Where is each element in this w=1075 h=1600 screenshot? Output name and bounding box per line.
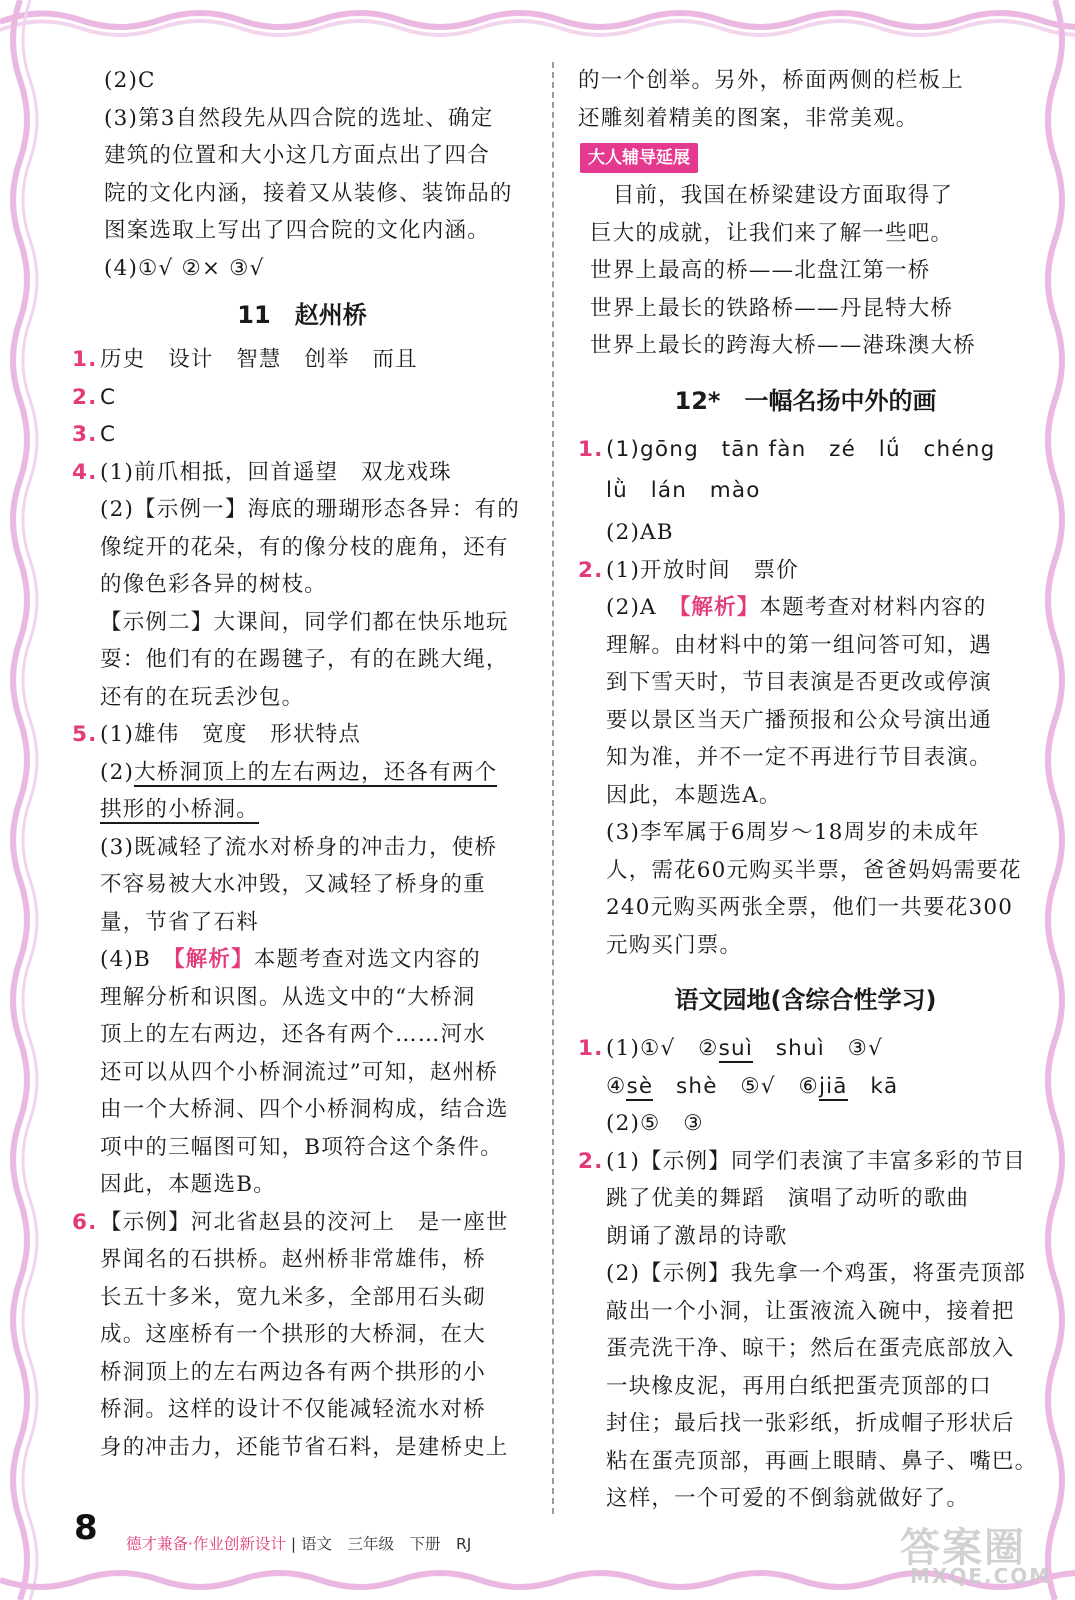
extension-line: 世界上最长的跨海大桥——港珠澳大桥 <box>590 333 976 358</box>
answer-line: 因此，本题选A。 <box>606 782 782 808</box>
extension-line: 巨大的成就，让我们来了解一些吧。 <box>590 220 954 246</box>
answer-line <box>72 791 532 829</box>
answer-line: 敲出一个小洞，让蛋液流入碗中，接着把 <box>606 1298 1015 1324</box>
extension-block <box>578 177 1033 365</box>
question-1 <box>72 341 532 379</box>
watermark-url: MXQE.COM <box>910 1564 1052 1588</box>
answer-line: (2)AB <box>606 520 674 545</box>
question-number: 2. <box>578 557 604 583</box>
answer-line: 建筑的位置和大小这几方面点出了四合 <box>104 143 490 168</box>
extension-line: 目前，我国在桥梁建设方面取得了 <box>590 183 954 208</box>
answer-line: 像绽开的花朵，有的像分枝的鹿角，还有 <box>100 534 509 560</box>
page-number: 8 <box>74 1508 98 1548</box>
answer-text: C <box>100 384 117 410</box>
answer-line: 院的文化内涵，接着又从装修、装饰品的 <box>104 180 513 206</box>
answer-line <box>578 589 1033 627</box>
answer-line: 身的冲击力，还能节省石料，是建桥史上 <box>100 1434 509 1460</box>
answer-line: 240元购买两张全票，他们一共要花300 <box>606 895 1014 920</box>
answer-line: 长五十多米，宽九米多，全部用石头砌 <box>100 1284 486 1310</box>
underlined-text: 拱形的小桥洞。 <box>100 797 259 822</box>
decorative-border-top <box>0 0 1075 40</box>
answer-text: 本题考查对材料内容的 <box>759 595 987 620</box>
left-column <box>72 62 532 1466</box>
answer-line: 理解分析和识图。从选文中的“大桥洞 <box>100 984 476 1010</box>
question-number: 2. <box>72 384 98 410</box>
question-5 <box>72 716 532 754</box>
answer-text: 【示例】河北省赵县的洨河上 是一座世 <box>100 1209 509 1235</box>
answer-line: 项中的三幅图可知，B项符合这个条件。 <box>100 1134 503 1160</box>
answer-prefix: (2) <box>100 759 135 785</box>
answer-text: (1)①√ ② <box>606 1036 719 1061</box>
answer-line: 跳了优美的舞蹈 演唱了动听的歌曲 <box>606 1186 970 1211</box>
underlined-pinyin: jiā <box>818 1073 848 1099</box>
question-number: 3. <box>72 422 98 447</box>
answer-line: 人，需花60元购买半票，爸爸妈妈需要花 <box>606 857 1022 883</box>
answer-line: 顶上的左右两边，还各有两个……河水 <box>100 1022 486 1047</box>
answer-text: (1)前爪相抵，回首遥望 双龙戏珠 <box>100 459 452 485</box>
answer-line: 知为准，并不一定不再进行节目表演。 <box>606 745 992 770</box>
section-title-12: 12* 一幅名扬中外的画 <box>674 386 937 415</box>
answer-line: 元购买门票。 <box>606 932 743 958</box>
answer-line <box>72 941 532 979</box>
answer-text: ④ <box>606 1073 627 1099</box>
answer-line: 不容易被大水冲毁，又减轻了桥身的重 <box>100 872 486 897</box>
answer-text: kā <box>847 1073 899 1099</box>
answer-line: 成。这座桥有一个拱形的大桥洞，在大 <box>100 1322 486 1347</box>
decorative-border-left <box>0 0 40 1600</box>
answer-line <box>72 754 532 792</box>
extension-tag: 大人辅导延展 <box>580 143 698 173</box>
question-number: 6. <box>72 1209 98 1235</box>
question-number: 5. <box>72 722 98 747</box>
decorative-border-right <box>1035 0 1075 1600</box>
question-number: 4. <box>72 459 98 485</box>
underlined-text: 大桥洞顶上的左右两边，还各有两个 <box>134 759 498 785</box>
underlined-pinyin: sè <box>626 1073 654 1099</box>
answer-line: 到下雪天时，节目表演是否更改或停演 <box>606 670 992 695</box>
answer-line: (2)【示例】我先拿一个鸡蛋，将蛋壳顶部 <box>606 1261 1026 1286</box>
answer-line: 界闻名的石拱桥。赵州桥非常雄伟，桥 <box>100 1247 486 1272</box>
answer-line: 的像色彩各异的树枝。 <box>100 572 328 597</box>
answer-line: 由一个大桥洞、四个小桥洞构成，结合选 <box>100 1097 509 1122</box>
answer-line <box>578 1068 1033 1106</box>
column-divider <box>552 62 554 1514</box>
answer-text: shuì ③√ <box>753 1036 884 1061</box>
answer-line: 耍：他们有的在踢毽子，有的在跳大绳， <box>100 647 509 672</box>
answer-line: 桥洞顶上的左右两边各有两个拱形的小 <box>100 1359 486 1385</box>
question-1 <box>578 1030 1033 1068</box>
footer-book-info: | 语文 三年级 下册 RJ <box>290 1535 472 1553</box>
answer-line: (3)第3自然段先从四合院的选址、确定 <box>104 105 494 131</box>
analysis-tag: 【解析】 <box>679 595 760 620</box>
answer-prefix: (2)A <box>606 595 680 620</box>
question-2 <box>578 552 1033 590</box>
question-number: 1. <box>578 1036 604 1061</box>
question-3 <box>72 416 532 454</box>
question-4 <box>72 454 532 492</box>
answer-line: 朗诵了激昂的诗歌 <box>606 1223 788 1249</box>
question-number: 1. <box>578 436 604 462</box>
question-1 <box>578 431 1033 469</box>
pinyin-answer: lǜ lán mào <box>606 478 761 503</box>
answer-line: (3)既减轻了流水对桥身的冲击力，使桥 <box>100 834 498 860</box>
answer-line: (2)C <box>104 68 156 93</box>
question-number: 2. <box>578 1148 604 1174</box>
answer-text: (1)开放时间 票价 <box>606 557 799 583</box>
answer-line: 【示例二】大课间，同学们都在快乐地玩 <box>100 609 509 635</box>
question-number: 1. <box>72 347 98 372</box>
answer-line: 粘在蛋壳顶部，再画上眼睛、鼻子、嘴巴。 <box>606 1448 1038 1474</box>
answer-line: (2)⑤ ③ <box>606 1111 704 1136</box>
answer-line: 理解。由材料中的第一组问答可知，遇 <box>606 632 992 658</box>
answer-line: 还有的在玩丢沙包。 <box>100 684 305 710</box>
watermark-logo: 答案圈 <box>900 1525 1026 1571</box>
answer-line: 图案选取上写出了四合院的文化内涵。 <box>104 218 490 243</box>
answer-line: 蛋壳洗干净、晾干；然后在蛋壳底部放入 <box>606 1336 1015 1361</box>
answer-line: (2)【示例一】海底的珊瑚形态各异：有的 <box>100 497 520 522</box>
question-2 <box>72 379 532 417</box>
underlined-pinyin: suì <box>718 1036 754 1061</box>
answer-line: (4)①√ ②× ③√ <box>104 255 265 281</box>
site-watermark <box>870 1514 1050 1590</box>
section-title-garden: 语文园地(含综合性学习) <box>674 986 937 1014</box>
answer-line: 还雕刻着精美的图案，非常美观。 <box>578 105 919 131</box>
extension-line: 世界上最高的桥——北盘江第一桥 <box>590 258 931 283</box>
pinyin-answer: (1)gōng tān fàn zé lǘ chéng <box>606 436 996 462</box>
answer-line: 的一个创举。另外，桥面两侧的栏板上 <box>578 68 964 93</box>
answer-text: C <box>100 422 117 447</box>
right-column <box>578 62 1038 1518</box>
answer-text: 本题考查对选文内容的 <box>253 947 481 972</box>
answer-prefix: (4)B <box>100 947 174 972</box>
answer-line: 这样，一个可爱的不倒翁就做好了。 <box>606 1486 970 1511</box>
answer-text: (1)雄伟 宽度 形状特点 <box>100 722 362 747</box>
answer-line: 因此，本题选B。 <box>100 1172 276 1197</box>
answer-line: 桥洞。这样的设计不仅能减轻流水对桥 <box>100 1397 486 1422</box>
footer-brand: 德才兼备·作业创新设计 <box>126 1535 286 1553</box>
question-2 <box>578 1143 1033 1181</box>
answer-line: 要以景区当天广播预报和公众号演出通 <box>606 707 992 733</box>
footer-info <box>126 1532 471 1554</box>
answer-text: (1)【示例】同学们表演了丰富多彩的节目 <box>606 1148 1026 1174</box>
answer-line: 一块橡皮泥，再用白纸把蛋壳顶部的口 <box>606 1373 992 1399</box>
extension-line: 世界上最长的铁路桥——丹昆特大桥 <box>590 295 954 321</box>
analysis-tag: 【解析】 <box>173 947 254 972</box>
answer-line: (3)李军属于6周岁～18周岁的未成年 <box>606 820 980 845</box>
answer-line: 还可以从四个小桥洞流过”可知，赵州桥 <box>100 1059 499 1085</box>
answer-text: 历史 设计 智慧 创举 而且 <box>100 347 418 372</box>
question-6 <box>72 1204 532 1242</box>
continued-answers <box>72 62 532 287</box>
section-title-11: 11 赵州桥 <box>237 301 367 329</box>
answer-line: 量，节省了石料 <box>100 909 259 935</box>
answer-text: shè ⑤√ ⑥ <box>653 1073 819 1099</box>
answer-line: 封住；最后找一张彩纸，折成帽子形状后 <box>606 1411 1015 1436</box>
